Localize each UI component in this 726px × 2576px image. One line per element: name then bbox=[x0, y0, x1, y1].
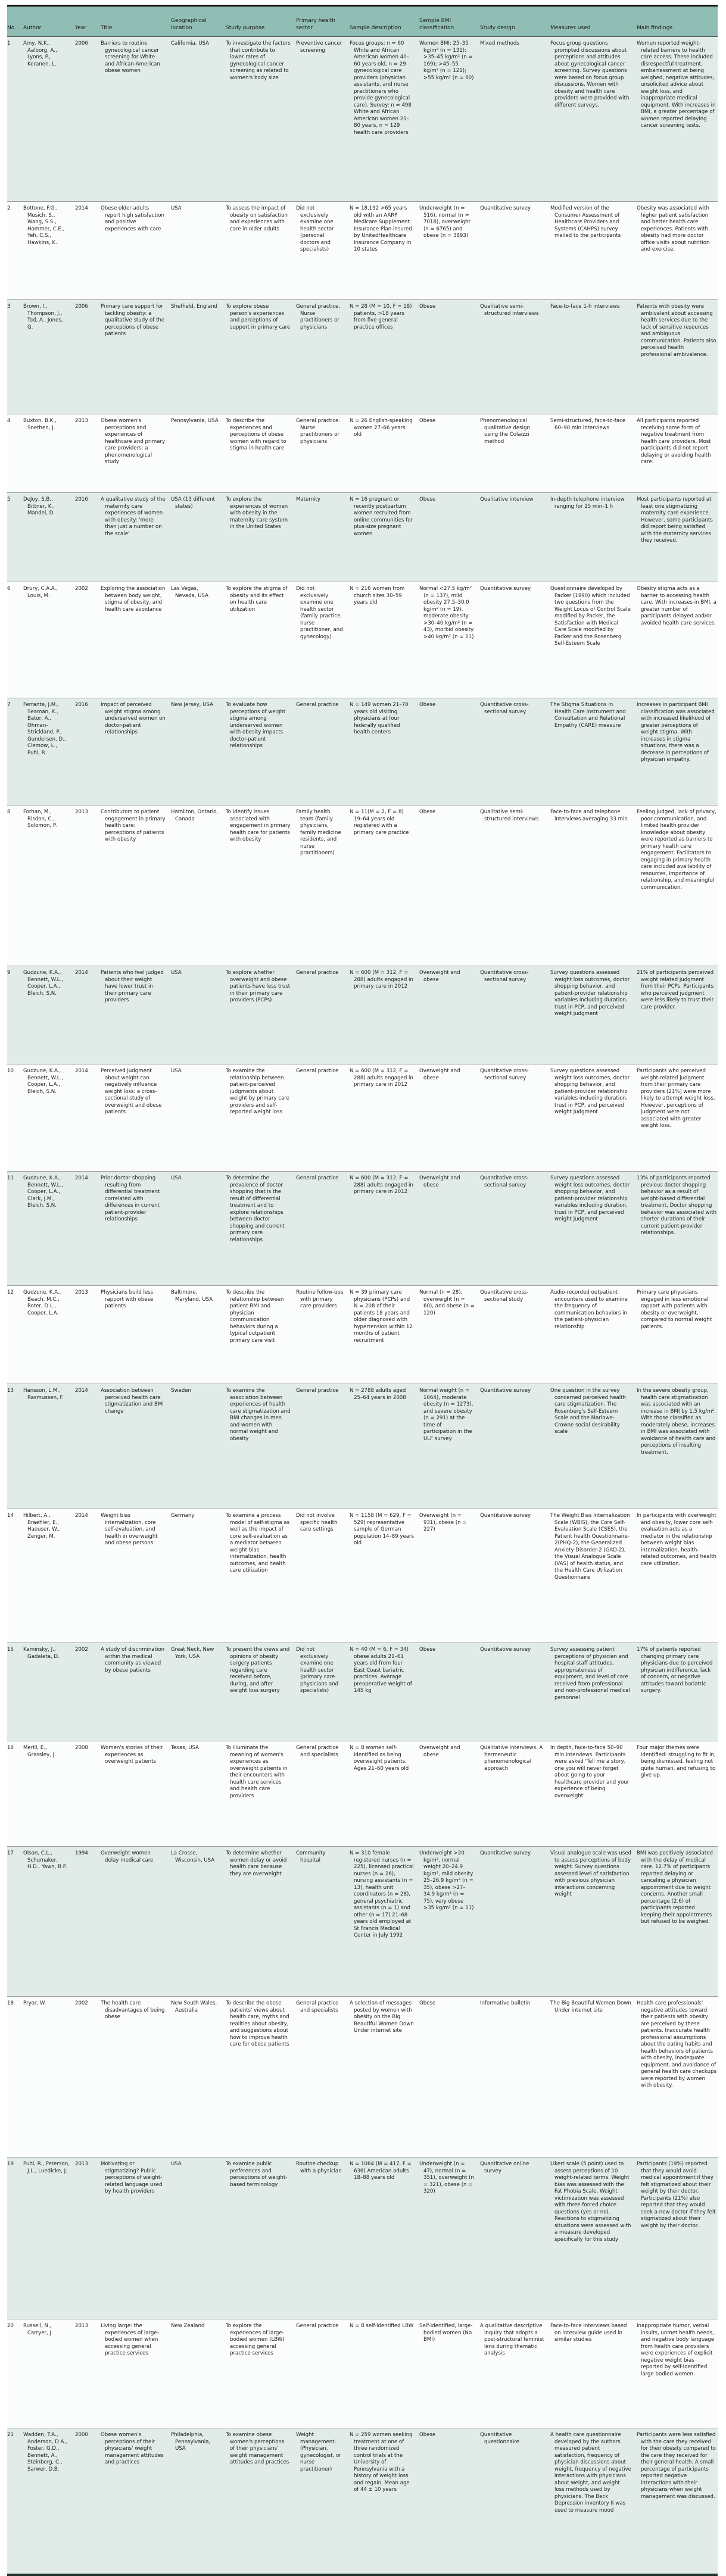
cell-location: New Jersey, USA bbox=[171, 702, 213, 708]
cell-sample: N = 600 (M = 312, F = 288) adults engaged in primary care in 2012 bbox=[350, 1068, 413, 1088]
cell-purpose: To describe the relationship between patient BMI and physician communication behaviors during a typical outpatient primary care visit bbox=[226, 1289, 284, 1344]
cell-year: 2013 bbox=[75, 809, 88, 815]
cell-year: 2013 bbox=[75, 2161, 88, 2167]
cell-location: Texas, USA bbox=[171, 1745, 200, 1751]
cell-author: Gudzune, K.A., Bennett, W.L., Cooper, L.A., Clark, J.M., Bleich, S.N. bbox=[23, 1175, 64, 1209]
cell-bmi: Obese bbox=[419, 702, 436, 708]
cell-sample: A selection of messages posted by women with obesity on the Big Beautiful Women Down Under internet site bbox=[350, 2000, 414, 2034]
cell-no: 10 bbox=[7, 1068, 14, 1074]
cell-sector: Did not exclusively examine one health sector (personal doctors and specialists) bbox=[296, 205, 334, 252]
cell-location: La Crosse, Wisconsin, USA bbox=[171, 1850, 215, 1863]
cell-author: Gudzune, K.A., Beach, M.C., Roter, D.L., Cooper, L.A. bbox=[23, 1289, 61, 1316]
cell-design: Quantitative survey bbox=[480, 1850, 531, 1856]
cell-no: 14 bbox=[7, 1513, 14, 1519]
cell-sector: General practice bbox=[296, 970, 339, 976]
cell-measures: The Weight Bias Internalization Scale (WBIS), the Core Self-Evaluation Scale (CSES), the Patient health Questionnaire-2(PHQ-2), the Generalized Anxiety Disorder-2 (GAD-2), the Visual Analogue Scale (VAS) of health status, and the Health Care Utilization Questionnaire bbox=[550, 1513, 630, 1581]
cell-year: 2013 bbox=[75, 418, 88, 424]
cell-location: USA (13 different states) bbox=[171, 497, 216, 510]
cell-purpose: To explore the experiences of women with obesity in the maternity care system in the United States bbox=[226, 497, 288, 530]
cell-purpose: To examine public preferences and perceptions of weight-based terminology bbox=[226, 2161, 288, 2188]
cell-findings: Feeling judged, lack of privacy, poor communication, and limited health provider knowledge about obesity were reported as barriers to primary health care engagement. Facilitators to engaging in primary health care included availability of resources, importance of relationship, and meaningful communication. bbox=[637, 809, 716, 891]
table-row bbox=[7, 2319, 718, 2428]
cell-author: Ferrante, J.M., Seaman, K., Bator, A., Ohman-Strickland, P., Gundersen, D., Clemow, L., Puhl, R. bbox=[23, 702, 66, 756]
cell-year: 2014 bbox=[75, 205, 88, 211]
cell-sample: N = 2788 adults aged 25–64 years in 2008 bbox=[350, 1388, 406, 1401]
cell-bmi: Self-identified, large-bodied women (No BMI) bbox=[419, 2323, 473, 2343]
cell-bmi: Overweight and obese bbox=[419, 970, 460, 983]
cell-title: Patients who feel judged about their weight have lower trust in their primary care providers bbox=[101, 970, 164, 1003]
cell-no: 19 bbox=[7, 2161, 14, 2167]
col-header-location: Geographical location bbox=[171, 18, 207, 31]
cell-title: Physicians build less rapport with obese patients bbox=[101, 1289, 154, 1309]
cell-measures: Survey questions assessed weight loss outcomes, doctor shopping behavior, and patient-provider relationship variables including duration, trust in PCP, and perceived weight judgment bbox=[550, 970, 630, 1017]
cell-location: Germany bbox=[171, 1513, 195, 1519]
cell-findings: All participants reported receiving some form of negative treatment from health care providers. Most participants did not report delaying or avoiding health care. bbox=[637, 418, 711, 465]
cell-year: 2002 bbox=[75, 586, 88, 592]
cell-sample: N = 600 (M = 312, F = 288) adults engaged in primary care in 2012 bbox=[350, 1175, 413, 1195]
cell-year: 2014 bbox=[75, 1388, 88, 1394]
cell-purpose: To assess the impact of obesity on satisfaction and experiences with care in older adults bbox=[226, 205, 288, 232]
cell-title: Obese women's perceptions of their physicians' weight management attitudes and practices bbox=[101, 2432, 164, 2465]
cell-title: Women's stories of their experiences as overweight patients bbox=[101, 1745, 163, 1765]
cell-purpose: To identify issues associated with engagement in primary health care for patients with obesity bbox=[226, 809, 291, 842]
cell-measures: In-depth telephone interview ranging for 15 min–1 h bbox=[550, 497, 625, 510]
cell-bmi: Overweight (n = 931), obese (n = 227) bbox=[419, 1513, 467, 1532]
table-row bbox=[7, 1286, 718, 1384]
cell-sector: Did not involve specific health care settings bbox=[296, 1513, 338, 1532]
cell-findings: Obesity stigma acts as a barrier to accessing health care. With increases in BMI, a greater number of participants delayed and/or avoided health care services. bbox=[637, 586, 716, 626]
col-header-findings: Main findings bbox=[637, 24, 673, 31]
cell-measures: One question in the survey concerned perceived health care stigmatization. The Rosenberg's Self-Esteem Scale and the Marlowe-Crowne social desirability scale bbox=[550, 1388, 626, 1435]
cell-bmi: Obese bbox=[419, 2000, 436, 2006]
cell-findings: Participants were less satisfied with the care they received for their obesity compared to the care they received for their general health. A small percentage of participants reported negative interactions with their physicians when weight management was discussed. bbox=[637, 2432, 716, 2500]
cell-findings: In participants with overweight and obesity, lower core self-evaluation acts as a mediator in the relationship between weight bias internalization, health-related outcomes, and health care utilization. bbox=[637, 1513, 716, 1567]
cell-design: Informative bulletin bbox=[480, 2000, 531, 2006]
cell-title: Exploring the association between body weight, stigma of obesity, and health care avoidance bbox=[101, 586, 166, 613]
col-header-purpose: Study purpose bbox=[226, 24, 265, 31]
cell-bmi: Underweight >20 kg/m², normal weight 20–24.9 kg/m², mild obesity 25–26.9 kg/m² (n = 35), obese >27–34.9 kg/m² (n = 75), very obese >35 kg/m² (n = 11) bbox=[419, 1850, 474, 1911]
cell-bmi: Overweight and obese bbox=[419, 1745, 460, 1758]
cell-design: Quantitative online survey bbox=[480, 2161, 529, 2174]
table-row bbox=[7, 805, 718, 966]
cell-title: Association between perceived health care stigmatization and BMI change bbox=[101, 1388, 164, 1415]
cell-year: 2014 bbox=[75, 1513, 88, 1519]
cell-sector: Did not exclusively examine one health sector (primary care physicians and specialists) bbox=[296, 1647, 339, 1694]
cell-sample: N = 18,192 >65 years old with an AARP Medicare Supplement Insurance Plan insured by UnitedHealthcare Insurance Company in 10 states bbox=[350, 205, 412, 252]
cell-author: Kaminsky, J., Gadaleta, D. bbox=[23, 1647, 60, 1660]
cell-location: Sheffield, England bbox=[171, 304, 217, 310]
cell-bmi: Obese bbox=[419, 2432, 436, 2438]
col-header-year: Year bbox=[75, 24, 87, 31]
cell-bmi: Obese bbox=[419, 1647, 436, 1653]
cell-measures: A health care questionnaire developed by the authors measured patient satisfaction, frequency of physician discussions about weight, frequency of negative interactions with physicians about weight, and weight loss methods used by physicians. The Beck Depression inventory II was used to measure mood bbox=[550, 2432, 631, 2513]
cell-no: 15 bbox=[7, 1647, 14, 1653]
cell-bmi: Women BMI: 25–35 kg/m² (n = 131); >35–45 kg/m² (n = 169); >45–55 kg/m² (n = 121); >55 kg/m² (n = 60) bbox=[419, 40, 474, 81]
cell-location: Sweden bbox=[171, 1388, 191, 1394]
cell-findings: Obesity was associated with higher patient satisfaction and better health care experiences. Patients with obesity had more doctor office visits about nutrition and exercise. bbox=[637, 205, 710, 252]
cell-author: Hilbert, A., Braehler, E., Haeuser, W., Zenger, M. bbox=[23, 1513, 60, 1540]
cell-findings: Health care professionals' negative attitudes toward their patients with obesity are perceived by these patients. Inaccurate health professional assumptions about the eating habits and health behaviors of patients with obesity, inadequate equipment, and avoidance of general health care checkups were reported by women with obesity. bbox=[637, 2000, 716, 2088]
cell-purpose: To determine whether women delay or avoid health care because they are overweight bbox=[226, 1850, 287, 1877]
cell-purpose: To examine a process model of self-stigma as well as the impact of core self-evaluation as a mediator between weight bias internalization, health outcomes, and health care utilization bbox=[226, 1513, 290, 1573]
cell-location: USA bbox=[171, 1175, 182, 1181]
cell-purpose: To examine the association between experiences of health care stigmatization and BMI changes in men and women with normal weight and obesity bbox=[226, 1388, 291, 1442]
cell-purpose: To present the views and opinions of obesity surgery patients regarding care received before, during, and after weight loss surgery bbox=[226, 1647, 290, 1694]
cell-bmi: Obese bbox=[419, 497, 436, 502]
cell-sector: Did not exclusively examine one health sector (family practice, nurse practitioner, and gynecology) bbox=[296, 586, 343, 640]
cell-location: USA bbox=[171, 205, 182, 211]
cell-sector: Routine checkup with a physician bbox=[296, 2161, 342, 2174]
cell-no: 1 bbox=[7, 40, 11, 46]
table-body bbox=[7, 37, 718, 2576]
cell-measures: Face-to-face interviews based on interview guide used in similar studies bbox=[550, 2323, 627, 2343]
table-row bbox=[7, 1643, 718, 1741]
col-header-author: Author bbox=[23, 24, 42, 31]
cell-no: 8 bbox=[7, 809, 11, 815]
cell-findings: 17% of patients reported changing primary care physicians due to perceived physician indifference, lack of concern, or negative attitudes toward bariatric surgery. bbox=[637, 1647, 713, 1694]
cell-measures: Face-to-face and telephone interviews averaging 33 min bbox=[550, 809, 628, 822]
cell-no: 4 bbox=[7, 418, 11, 424]
cell-purpose: To illuminate the meaning of women's experiences as overweight patients in their encounters with health care services and health care providers bbox=[226, 1745, 288, 1799]
cell-design: Quantitative survey bbox=[480, 1513, 531, 1519]
cell-design: Quantitative survey bbox=[480, 1647, 531, 1653]
cell-title: Living large: the experiences of large-bodied women when accessing general practice services bbox=[101, 2323, 159, 2356]
cell-location: New South Wales, Australia bbox=[171, 2000, 217, 2013]
cell-year: 2014 bbox=[75, 970, 88, 976]
cell-sector: General practice bbox=[296, 1175, 339, 1181]
cell-title: Motivating or stigmatizing? Public perceptions of weight-related language used by health providers bbox=[101, 2161, 163, 2194]
cell-measures: Focus group questions prompted discussions about perceptions and attitudes about gynecological cancer screening. Survey questions were based on focus group discussions. Women with obesity and health care providers were provided with different surveys. bbox=[550, 40, 630, 108]
cell-sector: General practice bbox=[296, 1388, 339, 1394]
cell-findings: Patients with obesity were ambivalent about accessing health services due to the lack of sensitive resources and ambiguous communication. Patients also perceived health professional ambivalence. bbox=[637, 304, 716, 358]
cell-no: 2 bbox=[7, 205, 11, 211]
cell-sample: N = 310 female registered nurses (n = 225), licensed practical nurses (n = 26), nursing assistants (n = 13), health unit coordinators (n = 28), general psychiatric assistants (n = 1) and other (n = 17) 21–68 years old employed at St Francis Medical Center in July 1992 bbox=[350, 1850, 414, 1938]
cell-bmi: Underweight (n = 47), normal (n = 351), overweight (n = 321), obese (n = 320) bbox=[419, 2161, 474, 2194]
cell-location: Baltimore, Maryland, USA bbox=[171, 1289, 213, 1303]
cell-design: Qualitative interviews. A hermeneutic phenomenological approach bbox=[480, 1745, 543, 1772]
cell-purpose: To explore the stigma of obesity and its effect on health care utilization bbox=[226, 586, 288, 613]
cell-title: Obese women's perceptions and experiences of healthcare and primary care providers: a phenomenological study bbox=[101, 418, 166, 465]
cell-sample: N = 26 English-speaking women 27–66 years old bbox=[350, 418, 413, 438]
cell-sample: N = 259 women seeking treatment at one of three randomized control trials at the University of Pennsylvania with a history of weight loss and regain. Mean age of 44 ± 10 years bbox=[350, 2432, 413, 2493]
cell-findings: Increases in participant BMI classification was associated with increased likelihood of greater perceptions of weight stigma. With increases in stigma situations, there was a decrease in perceptions of physician empathy. bbox=[637, 702, 715, 763]
cell-bmi: Normal <27.5 kg/m² (n = 137), mild obesity 27.5–30.0 kg/m² (n = 19), moderate obesity >30–40 kg/m² (n = 43), morbid obesity >40 kg/m² (n = 11) bbox=[419, 586, 474, 640]
cell-sample: N = 40 (M = 6, F = 34) obese adults 21–61 years old from four East Coast bariatric practices. Average preoperative weight of 145 kg bbox=[350, 1647, 412, 1694]
cell-author: Gudzune, K.A., Bennett, W.L., Cooper, L.A., Bleich, S.N. bbox=[23, 970, 64, 997]
cell-purpose: To examine obese women's perceptions of their physicians' weight management attitudes and practices bbox=[226, 2432, 289, 2465]
cell-author: Gudzune, K.A., Bennett, W.L., Cooper, L.A., Bleich, S.N. bbox=[23, 1068, 64, 1095]
table-row bbox=[7, 1172, 718, 1286]
cell-location: New Zealand bbox=[171, 2323, 205, 2329]
cell-measures: Survey questions assessed weight loss outcomes, doctor shopping behavior, and patient-provider relationship variables including duration, trust in PCP, and perceived weight judgment bbox=[550, 1175, 630, 1222]
cell-location: California, USA bbox=[171, 40, 210, 46]
cell-author: DeJoy, S.B., Bittner, K., Mandel, D. bbox=[23, 497, 55, 516]
cell-title: A qualitative study of the maternity care experiences of women with obesity: 'more than just a number on the scale' bbox=[101, 497, 166, 537]
col-header-measures: Measures used bbox=[550, 24, 591, 31]
cell-author: Puhl, R., Peterson, J.L., Luedicke, J. bbox=[23, 2161, 70, 2174]
cell-design: Quantitative survey bbox=[480, 1388, 531, 1394]
cell-author: Forhan, M., Risdon, C., Solomon, P. bbox=[23, 809, 57, 829]
cell-no: 21 bbox=[7, 2432, 14, 2438]
cell-bmi: Obese bbox=[419, 418, 436, 424]
cell-location: Great Neck, New York, USA bbox=[171, 1647, 214, 1660]
table-row bbox=[7, 582, 718, 698]
table-row bbox=[7, 2428, 718, 2576]
cell-no: 6 bbox=[7, 586, 11, 592]
table-header-row bbox=[7, 5, 718, 37]
cell-purpose: To evaluate how perceptions of weight stigma among underserved women with obesity impacts doctor-patient relationships bbox=[226, 702, 286, 749]
cell-design: Quantitative survey bbox=[480, 586, 531, 592]
cell-findings: Women reported weight-related barriers to health care access. These included disrespectful treatment, embarrassment at being weighed, negative attitudes, unsolicited advice about weight loss, and inappropriate medical equipment. With increases in BMI, a greater percentage of women reported delaying cancer screening tests. bbox=[637, 40, 716, 129]
col-header-bmi: Sample BMI classification bbox=[419, 18, 454, 31]
cell-sample: N = 149 women 21–70 years old visiting physicians at four federally qualified health centers bbox=[350, 702, 409, 735]
cell-year: 2008 bbox=[75, 1745, 88, 1751]
cell-bmi: Normal (n = 28), overweight (n = 60), and obese (n = 120) bbox=[419, 1289, 475, 1316]
cell-design: Quantitative cross-sectional survey bbox=[480, 970, 529, 983]
cell-purpose: To explore whether overweight and obese patients have less trust in their primary care providers (PCPs) bbox=[226, 970, 291, 1003]
cell-purpose: To describe the experiences and perceptions of obese women with regard to stigma in health care bbox=[226, 418, 286, 451]
cell-sample: Focus groups: n = 60 White and African American women 40–60 years old, n = 29 gynecological care providers (physician assistants, and nurse practitioners who provide gynecological care). Survey: n = 498 White and African American women 21–80 years, n = 129 health care providers bbox=[350, 40, 412, 136]
cell-sample: N = 600 (M = 312, F = 288) adults engaged in primary care in 2012 bbox=[350, 970, 413, 989]
cell-year: 2006 bbox=[75, 40, 88, 46]
cell-sample: N = 216 women from church sites 30–59 years old bbox=[350, 586, 405, 605]
cell-findings: Primary care physicians engaged in less emotional rapport with patients with obesity or overweight, compared to normal weight patients. bbox=[637, 1289, 712, 1330]
cell-sector: Preventive cancer screening bbox=[296, 40, 342, 54]
cell-location: Philadelphia, Pennsylvania, USA bbox=[171, 2432, 211, 2452]
table-row bbox=[7, 1384, 718, 1509]
cell-year: 2002 bbox=[75, 1647, 88, 1653]
cell-year: 2006 bbox=[75, 304, 88, 310]
cell-author: Olson, C.L., Schumaker, H.D., Yawn, B.P. bbox=[23, 1850, 67, 1870]
cell-design: Quantitative cross-sectional survey bbox=[480, 1068, 529, 1081]
cell-title: Perceived judgment about weight can negatively influence weight loss: a cross-sectional study of overweight and obese patients bbox=[101, 1068, 162, 1115]
cell-measures: Questionnaire developed by Packer (1990) which included two questions from the Weight Locus of Control Scale modified by Packer, the Satisfaction with Medical Care Scale modified by Packer and the Rosenberg Self-Esteem Scale bbox=[550, 586, 631, 647]
cell-year: 1994 bbox=[75, 1850, 88, 1856]
cell-author: Brown, I., Thompson, J., Tod, A., Jones, G. bbox=[23, 304, 63, 330]
cell-design: Quantitative cross-sectional survey bbox=[480, 702, 529, 715]
cell-design: Qualitative semi-structured interviews bbox=[480, 304, 539, 317]
cell-bmi: Overweight and obese bbox=[419, 1175, 460, 1188]
cell-sector: General practice and specialists bbox=[296, 1745, 339, 1758]
cell-findings: Most participants reported at least one stigmatizing maternity care experience. However, some participants did report being satisfied with the maternity services they received. bbox=[637, 497, 713, 544]
cell-sector: General practice. Nurse practitioners or physicians bbox=[296, 304, 341, 330]
col-header-design: Study design bbox=[480, 24, 515, 31]
cell-findings: 13% of participants reported previous doctor shopping behavior as a result of weight-based differential treatment. Doctor shopping behavior was associated with shorter durations of their current patient-provider relationships. bbox=[637, 1175, 716, 1236]
cell-design: Qualitative semi-structured interviews bbox=[480, 809, 539, 822]
cell-design: Quantitative questionnaire bbox=[480, 2432, 519, 2445]
cell-sector: Maternity bbox=[296, 497, 321, 502]
cell-findings: Participants who perceived weight-related judgment from their primary care providers (21%) were more likely to attempt weight loss. However, perceptions of judgment were not associated with greater weight loss. bbox=[637, 1068, 715, 1129]
cell-purpose: To investigate the factors that contribute to lower rates of gynecological cancer screening as related to women's body size bbox=[226, 40, 291, 81]
table-row bbox=[7, 966, 718, 1064]
cell-no: 11 bbox=[7, 1175, 14, 1181]
cell-title: Obese older adults report high satisfaction and positive experiences with care bbox=[101, 205, 164, 232]
col-header-title: Title bbox=[101, 24, 113, 31]
cell-no: 5 bbox=[7, 497, 11, 502]
cell-measures: Semi-structured, face-to-face 60–90 min interviews bbox=[550, 418, 626, 431]
cell-measures: Likert scale (5 point) used to assess perceptions of 10 weight-related terms. Weight bias was assessed with the Fat Phobia Scale. Weight victimization was assessed with three forced choice questions (yes or no). Reactions to stigmatizing situations were assessed with a measure developed specifically for this study bbox=[550, 2161, 631, 2243]
cell-sample: N = 39 primary care physicians (PCPs) and N = 208 of their patients 18 years and older diagnosed with hypertension within 12 months of patient recruitment bbox=[350, 1289, 413, 1344]
cell-sample: N = 8 women self-identified as being overweight patients. Ages 21–60 years old bbox=[350, 1745, 409, 1772]
table-row bbox=[7, 1064, 718, 1172]
cell-title: Barriers to routine gynecological cancer screening for White and African-American obese women bbox=[101, 40, 160, 74]
cell-sample: N = 1158 (M = 629, F = 529) representative sample of German population 14–89 years old bbox=[350, 1513, 415, 1546]
cell-title: Weight bias internalization, core self-evaluation, and health in overweight and obese persons bbox=[101, 1513, 158, 1546]
cell-author: Wadden, T.A., Anderson, D.A., Foster, G.D., Bennett, A., Steinberg, C., Sarwer, D.B. bbox=[23, 2432, 67, 2472]
cell-no: 9 bbox=[7, 970, 11, 976]
cell-sample: N = 8 self-identified LBW bbox=[350, 2323, 414, 2329]
table-row bbox=[7, 1741, 718, 1847]
cell-measures: Survey assessing patient perceptions of physician and hospital staff attitudes, appropriateness of equipment, and level of care received from professional and non-professional medical personnel bbox=[550, 1647, 630, 1701]
cell-bmi: Obese bbox=[419, 809, 436, 815]
cell-sample: N = 11(M = 2, F = 8) 19–64 years old registered with a primary care practice bbox=[350, 809, 409, 836]
cell-design: Quantitative cross-sectional survey bbox=[480, 1175, 529, 1188]
cell-no: 7 bbox=[7, 702, 11, 708]
cell-measures: Face-to-face 1-h interviews bbox=[550, 304, 620, 310]
table-row bbox=[7, 202, 718, 300]
cell-sector: General practice and specialists bbox=[296, 2000, 339, 2013]
cell-measures: Audio-recorded outpatient encounters used to examine the frequency of communication behaviors in the patient-physician relationship bbox=[550, 1289, 628, 1330]
cell-year: 2013 bbox=[75, 2323, 88, 2329]
cell-sector: Routine follow-ups with primary care providers bbox=[296, 1289, 344, 1309]
table-row bbox=[7, 1847, 718, 1997]
cell-sector: Family health team (family physicians, family medicine residents, and nurse practitioners) bbox=[296, 809, 341, 856]
cell-title: Primary care support for tackling obesity: a qualitative study of the perceptions of obese patients bbox=[101, 304, 165, 337]
cell-measures: Visual analogue scale was used to assess perceptions of body weight. Survey questions assessed level of satisfaction with previous physician interactions concerning weight bbox=[550, 1850, 631, 1897]
cell-findings: Participants (19%) reported that they would avoid medical appointment if they felt stigmatized about their weight by their doctor. Participants (21%) also reported that they would seek a new doctor if they felt stigmatized about their weight by their doctor. bbox=[637, 2161, 716, 2229]
cell-measures: Survey questions assessed weight loss outcomes, doctor shopping behavior, and patient-provider relationship variables including duration, trust in PCP, and perceived weight judgment bbox=[550, 1068, 630, 1115]
table-row bbox=[7, 2157, 718, 2319]
cell-sector: General practice bbox=[296, 2323, 339, 2329]
cell-year: 2014 bbox=[75, 1175, 88, 1181]
table-row bbox=[7, 1509, 718, 1643]
cell-findings: 21% of participants perceived weight related judgment from their PCPs. Participants who perceived judgment were less likely to trust their care provider. bbox=[637, 970, 714, 1010]
table-row bbox=[7, 493, 718, 582]
cell-location: Las Vegas, Nevada, USA bbox=[171, 586, 209, 599]
cell-purpose: To determine the prevalence of doctor shopping that is the result of differential treatment and to explore relationships between doctor shopping and current primary care relationships bbox=[226, 1175, 285, 1243]
cell-no: 20 bbox=[7, 2323, 14, 2329]
cell-design: Phenomenological qualitative design using the Colaizzi method bbox=[480, 418, 530, 445]
cell-findings: Four major themes were identified: struggling to fit in, being dismissed, feeling not quite human, and refusing to give up. bbox=[637, 1745, 716, 1778]
table-row bbox=[7, 37, 718, 202]
cell-author: Hansson, L.M., Rasmussen, F. bbox=[23, 1388, 64, 1401]
cell-year: 2016 bbox=[75, 497, 88, 502]
cell-location: USA bbox=[171, 1068, 182, 1074]
cell-author: Merill, E., Grassley, J. bbox=[23, 1745, 56, 1758]
cell-measures: The Stigma Situations in Health Care instrument and Consultation and Relational Empathy (CARE) measure bbox=[550, 702, 626, 729]
cell-author: Amy, N.K., Aalborg, A., Lyons, P., Keranen, L. bbox=[23, 40, 57, 67]
cell-bmi: Underweight (n = 516), normal (n = 7018), overweight (n = 6765) and obese (n = 3893) bbox=[419, 205, 471, 239]
cell-title: Prior doctor shopping resulting from differential treatment correlated with differences in current patient-provider relationships bbox=[101, 1175, 160, 1222]
cell-author: Buxton, B.K., Snethen, J. bbox=[23, 418, 57, 431]
cell-sample: N = 16 pregnant or recently postpartum women recruited from online communities for plus-size pregnant women bbox=[350, 497, 413, 537]
table-row bbox=[7, 300, 718, 414]
cell-sector: Community hospital bbox=[296, 1850, 326, 1863]
cell-bmi: Obese bbox=[419, 304, 436, 310]
cell-title: The health care disadvantages of being obese bbox=[101, 2000, 165, 2020]
cell-author: Drury, C.A.A., Louis, M. bbox=[23, 586, 58, 599]
table-row bbox=[7, 698, 718, 805]
cell-title: Overweight women delay medical care bbox=[101, 1850, 154, 1863]
table-row bbox=[7, 1997, 718, 2157]
studies-table bbox=[7, 5, 718, 2576]
cell-findings: BMI was positively associated with the delay of medical care. 12.7% of participants reported delaying or canceling a physician appointment due to weight concerns. Another small percentage (2.6) of participants reported keeping their appointments but refused to be weighed. bbox=[637, 1850, 713, 1925]
cell-design: Quantitative survey bbox=[480, 205, 531, 211]
cell-no: 16 bbox=[7, 1745, 14, 1751]
cell-findings: Inappropriate humor, verbal insults, unmet health needs, and negative body language from health care providers were experiences of explicit negative weight bias reported by self-identified large bodied women. bbox=[637, 2323, 715, 2377]
cell-title: A study of discrimination within the medical community as viewed by obese patients bbox=[101, 1647, 165, 1673]
cell-author: Bottone, F.G., Musich, S., Wang, S.S., Hommer, C.E., Yeh, C.S., Hawkins, K. bbox=[23, 205, 65, 246]
cell-location: Pennsylvania, USA bbox=[171, 418, 219, 424]
cell-location: Hamilton, Ontario, Canada bbox=[171, 809, 219, 822]
cell-bmi: Overweight and obese bbox=[419, 1068, 460, 1081]
cell-location: USA bbox=[171, 970, 182, 976]
cell-no: 13 bbox=[7, 1388, 14, 1394]
cell-design: Quantitative cross-sectional study bbox=[480, 1289, 529, 1303]
cell-author: Pryor, W. bbox=[23, 2000, 46, 2006]
cell-no: 17 bbox=[7, 1850, 14, 1856]
cell-sample: N = 28 (M = 10, F = 18) patients, >18 years from five general practice offices bbox=[350, 304, 412, 330]
cell-location: USA bbox=[171, 2161, 182, 2167]
cell-purpose: To explore the experiences of large-bodied women (LBW) accessing general practice services bbox=[226, 2323, 285, 2356]
cell-title: Contributors to patient engagement in primary health care: perceptions of patients with obesity bbox=[101, 809, 166, 842]
cell-bmi: Normal weight (n = 1064), moderate obesity (n = 1273), and severe obesity (n = 291) at the time of participation in the ULF survey bbox=[419, 1388, 473, 1442]
cell-sector: General practice bbox=[296, 702, 339, 708]
cell-sample: N = 1064 (M = 417, F = 636) American adults 18–88 years old bbox=[350, 2161, 412, 2181]
cell-sector: Weight management. (Physician, gynecologist, or nurse practitioner) bbox=[296, 2432, 341, 2472]
cell-design: A qualitative descriptive inquiry that adopts a post-structural feminist lens during thematic analysis bbox=[480, 2323, 544, 2356]
cell-no: 3 bbox=[7, 304, 11, 310]
cell-year: 2014 bbox=[75, 1068, 88, 1074]
cell-measures: In depth, face-to-face 50–90 min interviews. Participants were asked 'Tell me a story, one you will never forget about going to your healthcare provider and your experience of being overweight' bbox=[550, 1745, 630, 1799]
cell-purpose: To examine the relationship between patient-perceived judgments about weight by primary care providers and self-reported weight loss bbox=[226, 1068, 289, 1115]
col-header-no: No. bbox=[7, 24, 16, 31]
cell-sector: General practice. Nurse practitioners or physicians bbox=[296, 418, 341, 445]
cell-year: 2000 bbox=[75, 2432, 88, 2438]
cell-no: 18 bbox=[7, 2000, 14, 2006]
cell-title: Impact of perceived weight stigma among underserved women on doctor-patient relationships bbox=[101, 702, 166, 735]
cell-sector: General practice bbox=[296, 1068, 339, 1074]
col-header-sample: Sample description bbox=[350, 24, 401, 31]
cell-purpose: To describe the obese patients' views about health care, myths and realities about obesity, and suggestions about how to improve health care for obese patients bbox=[226, 2000, 289, 2047]
cell-author: Russell, N., Carryer, J. bbox=[23, 2323, 53, 2336]
cell-measures: Modified version of the Consumer Assessment of Healthcare Providers and Systems (CAHPS) survey mailed to the participants bbox=[550, 205, 621, 239]
cell-year: 2016 bbox=[75, 702, 88, 708]
cell-design: Mixed methods bbox=[480, 40, 519, 46]
cell-measures: The Big Beautiful Women Down Under internet site bbox=[550, 2000, 631, 2013]
cell-no: 12 bbox=[7, 1289, 14, 1295]
cell-purpose: To explore obese person's experiences and perceptions of support in primary care bbox=[226, 304, 291, 330]
table-row bbox=[7, 414, 718, 493]
col-header-sector: Primary health sector bbox=[296, 18, 336, 31]
cell-design: Qualitative interview bbox=[480, 497, 534, 502]
cell-findings: In the severe obesity group, health care stigmatization was associated with an increase in BMI by 1.5 kg/m². With those classified as moderately obese, increases in BMI was associated with avoidance of health care and perceptions of insulting treatment. bbox=[637, 1388, 716, 1456]
cell-year: 2013 bbox=[75, 1289, 88, 1295]
cell-year: 2002 bbox=[75, 2000, 88, 2006]
